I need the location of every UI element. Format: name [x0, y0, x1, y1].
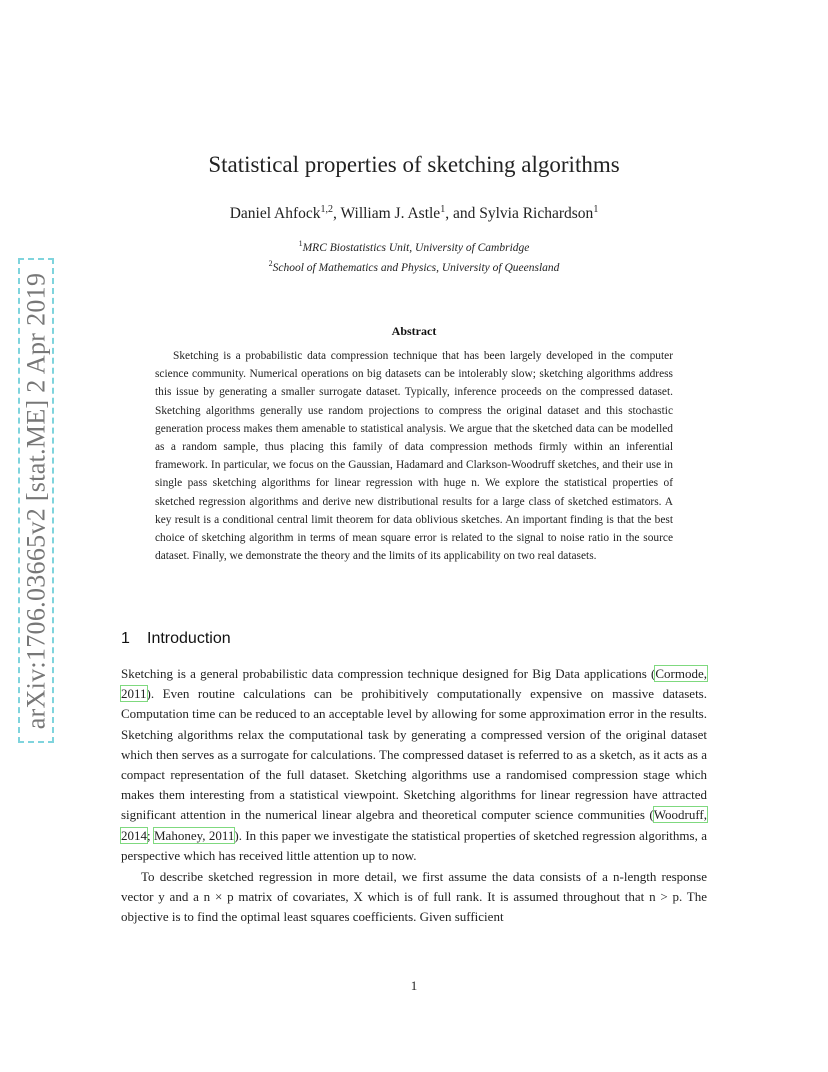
citation-link[interactable]: Woodruff, 2014: [121, 807, 707, 843]
author-name: Sylvia Richardson: [479, 205, 594, 223]
affiliation-text: MRC Biostatistics Unit, University of Cambridge: [302, 241, 530, 254]
author-name: William J. Astle: [340, 205, 441, 223]
abstract-heading: Abstract: [391, 324, 437, 338]
citation-link[interactable]: Mahoney, 2011: [153, 827, 235, 843]
author-separator: , and: [445, 205, 480, 223]
citation-separator: ;: [147, 827, 154, 843]
author-affiliation-mark: 1,2: [320, 204, 334, 215]
paper-title: Statistical properties of sketching algorithms: [208, 152, 620, 177]
affiliation-text: School of Mathematics and Physics, University of Queensland: [272, 261, 560, 274]
intro-text: ). Even routine calculations can be prohibitively computationally expensive on massive datasets. Computation time can be reduced to an acceptable level by allowing for some approximation error in the results. Sketching algorithms relax the computational task by generating a compressed version of the original dataset which then serves as a surrogate for calculations. The compressed dataset is referred to as a sketch, as it acts as a compact representation of the full dataset. Sketching algorithms use a randomised compression stage which makes them interesting from a statistical viewpoint. Sketching algorithms for linear regression have attracted significant attention in the numerical linear algebra and theoretical computer science communities (: [121, 686, 707, 823]
section-title: Introduction: [147, 630, 231, 647]
author-separator: ,: [333, 205, 341, 223]
author-affiliation-mark: 1: [593, 204, 599, 215]
page-number: 1: [410, 978, 418, 993]
section-heading: [121, 630, 231, 648]
affiliation-mark: 1: [298, 239, 303, 248]
abstract-body: Sketching is a probabilistic data compression technique that has been largely developed in the computer science community. Numerical operations on big datasets can be intolerably slow; sketching algorithms address this issue by generating a smaller surrogate dataset. Typically, inference proceeds on the compressed dataset. Sketching algorithms generally use random projections to compress the original dataset and this stochastic generation process makes them amenable to statistical analysis. We argue that the sketched data can be modelled as a random sample, thus placing this family of data compression methods firmly within an inferential framework. In particular, we focus on the Gaussian, Hadamard and Clarkson-Woodruff sketches, and their use in single pass sketching algorithms for linear regression with huge n. We explore the statistical properties of sketched regression algorithms and derive new distributional results for a large class of sketched estimators. A key result is a conditional central limit theorem for data oblivious sketches. An important finding is that the best choice of sketching algorithm in terms of mean square error is related to the signal to noise ratio in the source dataset. Finally, we demonstrate the theory and the limits of its applicability on two real datasets.: [155, 350, 673, 563]
author-name: Daniel Ahfock: [229, 205, 321, 223]
intro-text: ). In this paper we investigate the statistical properties of sketched regression algorithms, a perspective which has received little attention up to now.: [121, 827, 707, 863]
author-affiliation-mark: 1: [440, 204, 446, 215]
arxiv-identifier-text: arXiv:1706.03665v2 [stat.ME] 2 Apr 2019: [21, 272, 51, 729]
affiliation-1: [0, 239, 828, 254]
affiliation-mark: 2: [268, 259, 273, 268]
citation-link[interactable]: Cormode, 2011: [121, 666, 707, 702]
section-number: 1: [121, 630, 130, 647]
intro-paragraph-1: [121, 664, 707, 866]
intro-text: Sketching is a general probabilistic data compression technique designed for Big Data applications (: [121, 666, 656, 681]
intro-paragraph-2: To describe sketched regression in more detail, we first assume the data consists of a n-length response vector y and a n × p matrix of covariates, X which is of full rank. It is assumed throughout that n > p. The objective is to find the optimal least squares coefficients. Given sufficient: [121, 869, 707, 925]
author-list: [0, 204, 828, 223]
affiliation-2: [0, 259, 828, 274]
